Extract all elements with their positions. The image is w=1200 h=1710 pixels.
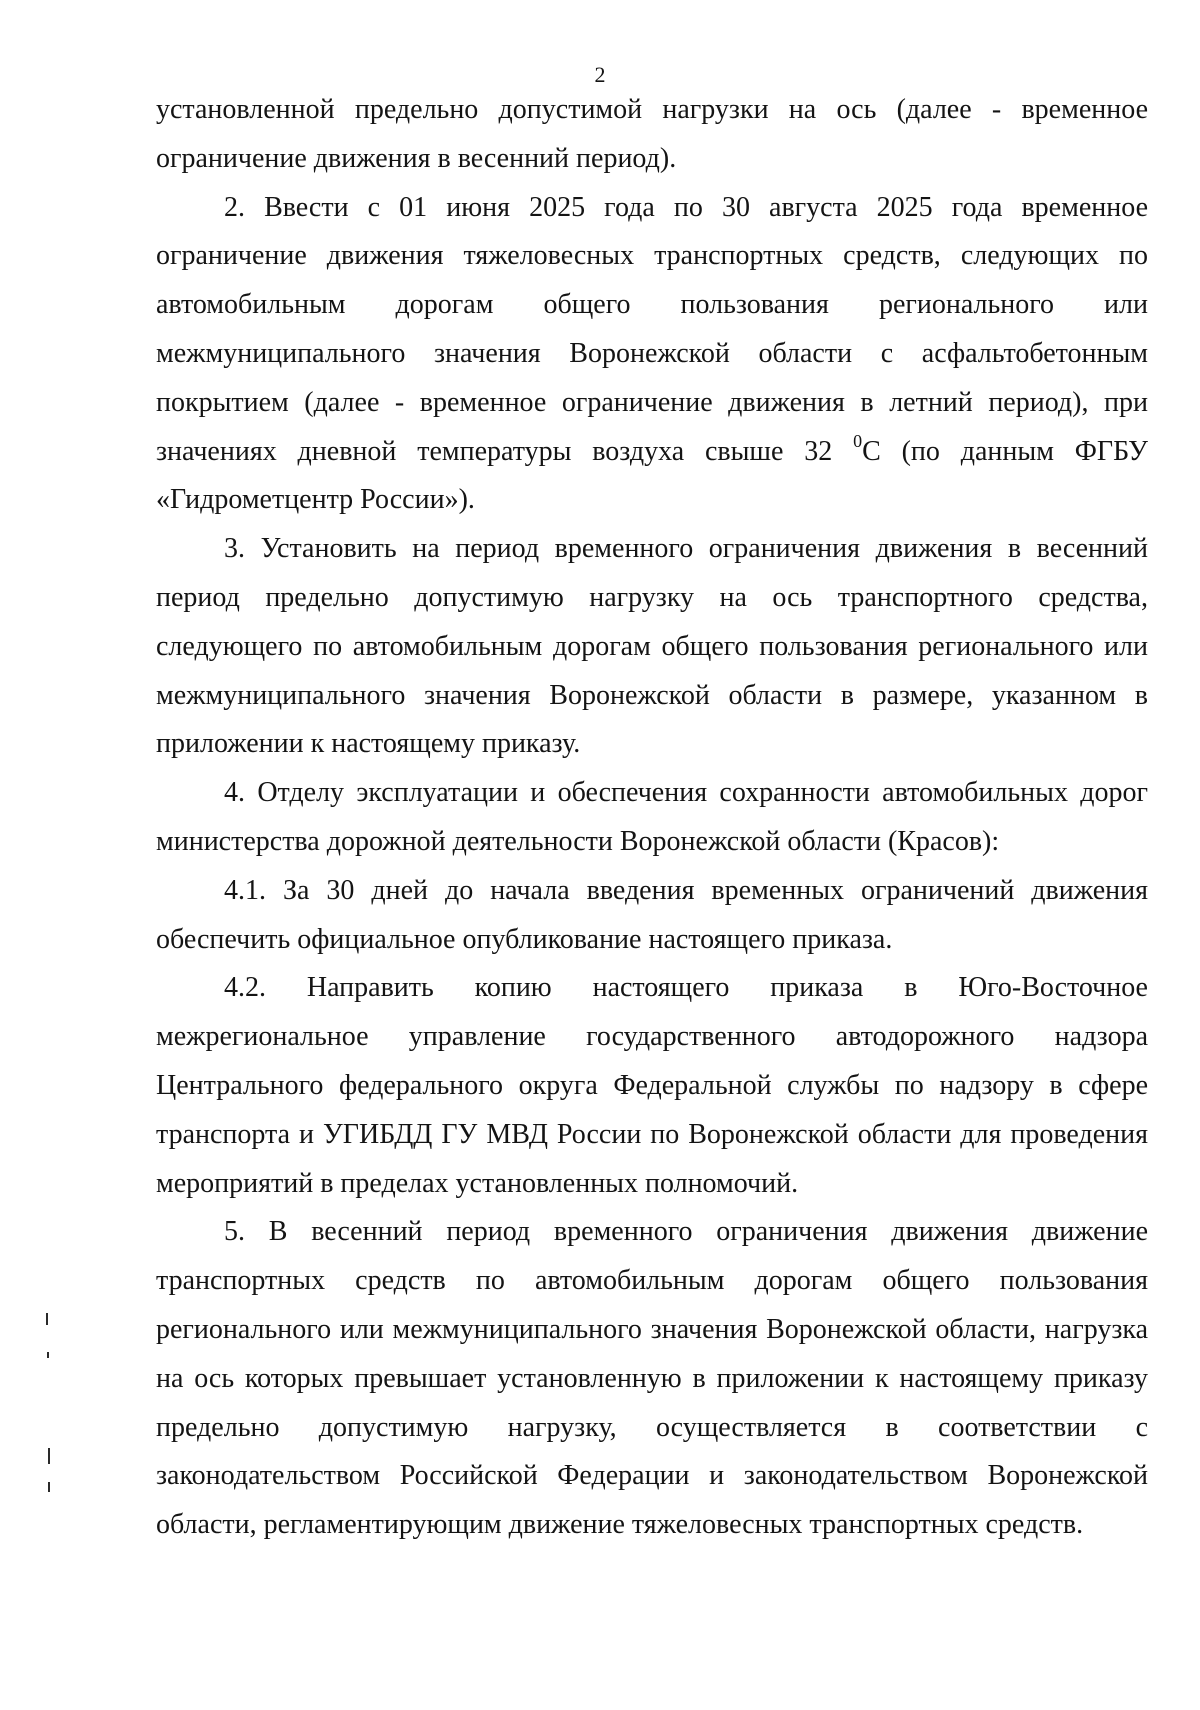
scan-margin-mark <box>48 1482 50 1492</box>
degree-superscript: 0 <box>853 431 863 452</box>
paragraph-2-text-end: С (по данным ФГБУ «Гидрометцентр России»). <box>156 435 1148 516</box>
paragraph-4-2: 4.2. Направить копию настоящего приказа в Юго-Восточное межрегиональное управление государственного автодорожного надзора Центрального федерального округа Федеральной службы по надзору в сфере транспорта и УГИБДД ГУ МВД России по Воронежской области для проведения мероприятий в пределах установленных полномочий. <box>156 972 1148 1199</box>
scan-margin-mark <box>48 1448 50 1464</box>
paragraph-2 <box>156 184 1148 526</box>
scan-margin-mark <box>47 1352 49 1358</box>
page-number: 2 <box>594 62 606 87</box>
document-body <box>156 86 1148 1550</box>
paragraph-3: 3. Установить на период временного ограничения движения в весенний период предельно допустимую нагрузку на ось транспортного средства, следующего по автомобильным дорогам общего пользования регионального или межмуниципального значения Воронежской области в размере, указанном в приложении к настоящему приказу. <box>156 533 1148 760</box>
paragraph-1-continuation: установленной предельно допустимой нагрузки на ось (далее - временное ограничение движения в весенний период). <box>156 94 1148 174</box>
paragraph-4: 4. Отделу эксплуатации и обеспечения сохранности автомобильных дорог министерства дорожной деятельности Воронежской области (Красов): <box>156 777 1148 857</box>
paragraph-4-1: 4.1. За 30 дней до начала введения временных ограничений движения обеспечить официальное опубликование настоящего приказа. <box>156 874 1148 955</box>
paragraph-2-text: 2. Ввести с 01 июня 2025 года по 30 августа 2025 года временное ограничение движения тяжеловесных транспортных средств, следующих по автомобильным дорогам общего пользования регионального или межмуниципального значения Воронежской области с асфальтобетонным покрытием (далее - временное ограничение движения в летний период), при значениях дневной температуры воздуха свыше 32 <box>156 191 1148 467</box>
paragraph-5: 5. В весенний период временного ограничения движения движение транспортных средств по автомобильным дорогам общего пользования регионального или межмуниципального значения Воронежской области, нагрузка на ось которых превышает установленную в приложении к настоящему приказу предельно допустимую нагрузку, осуществляется в соответствии с законодательством Российской Федерации и законодательством Воронежской области, регламентирующим движение тяжеловесных транспортных средств. <box>156 1216 1148 1541</box>
scan-margin-mark <box>46 1313 48 1325</box>
